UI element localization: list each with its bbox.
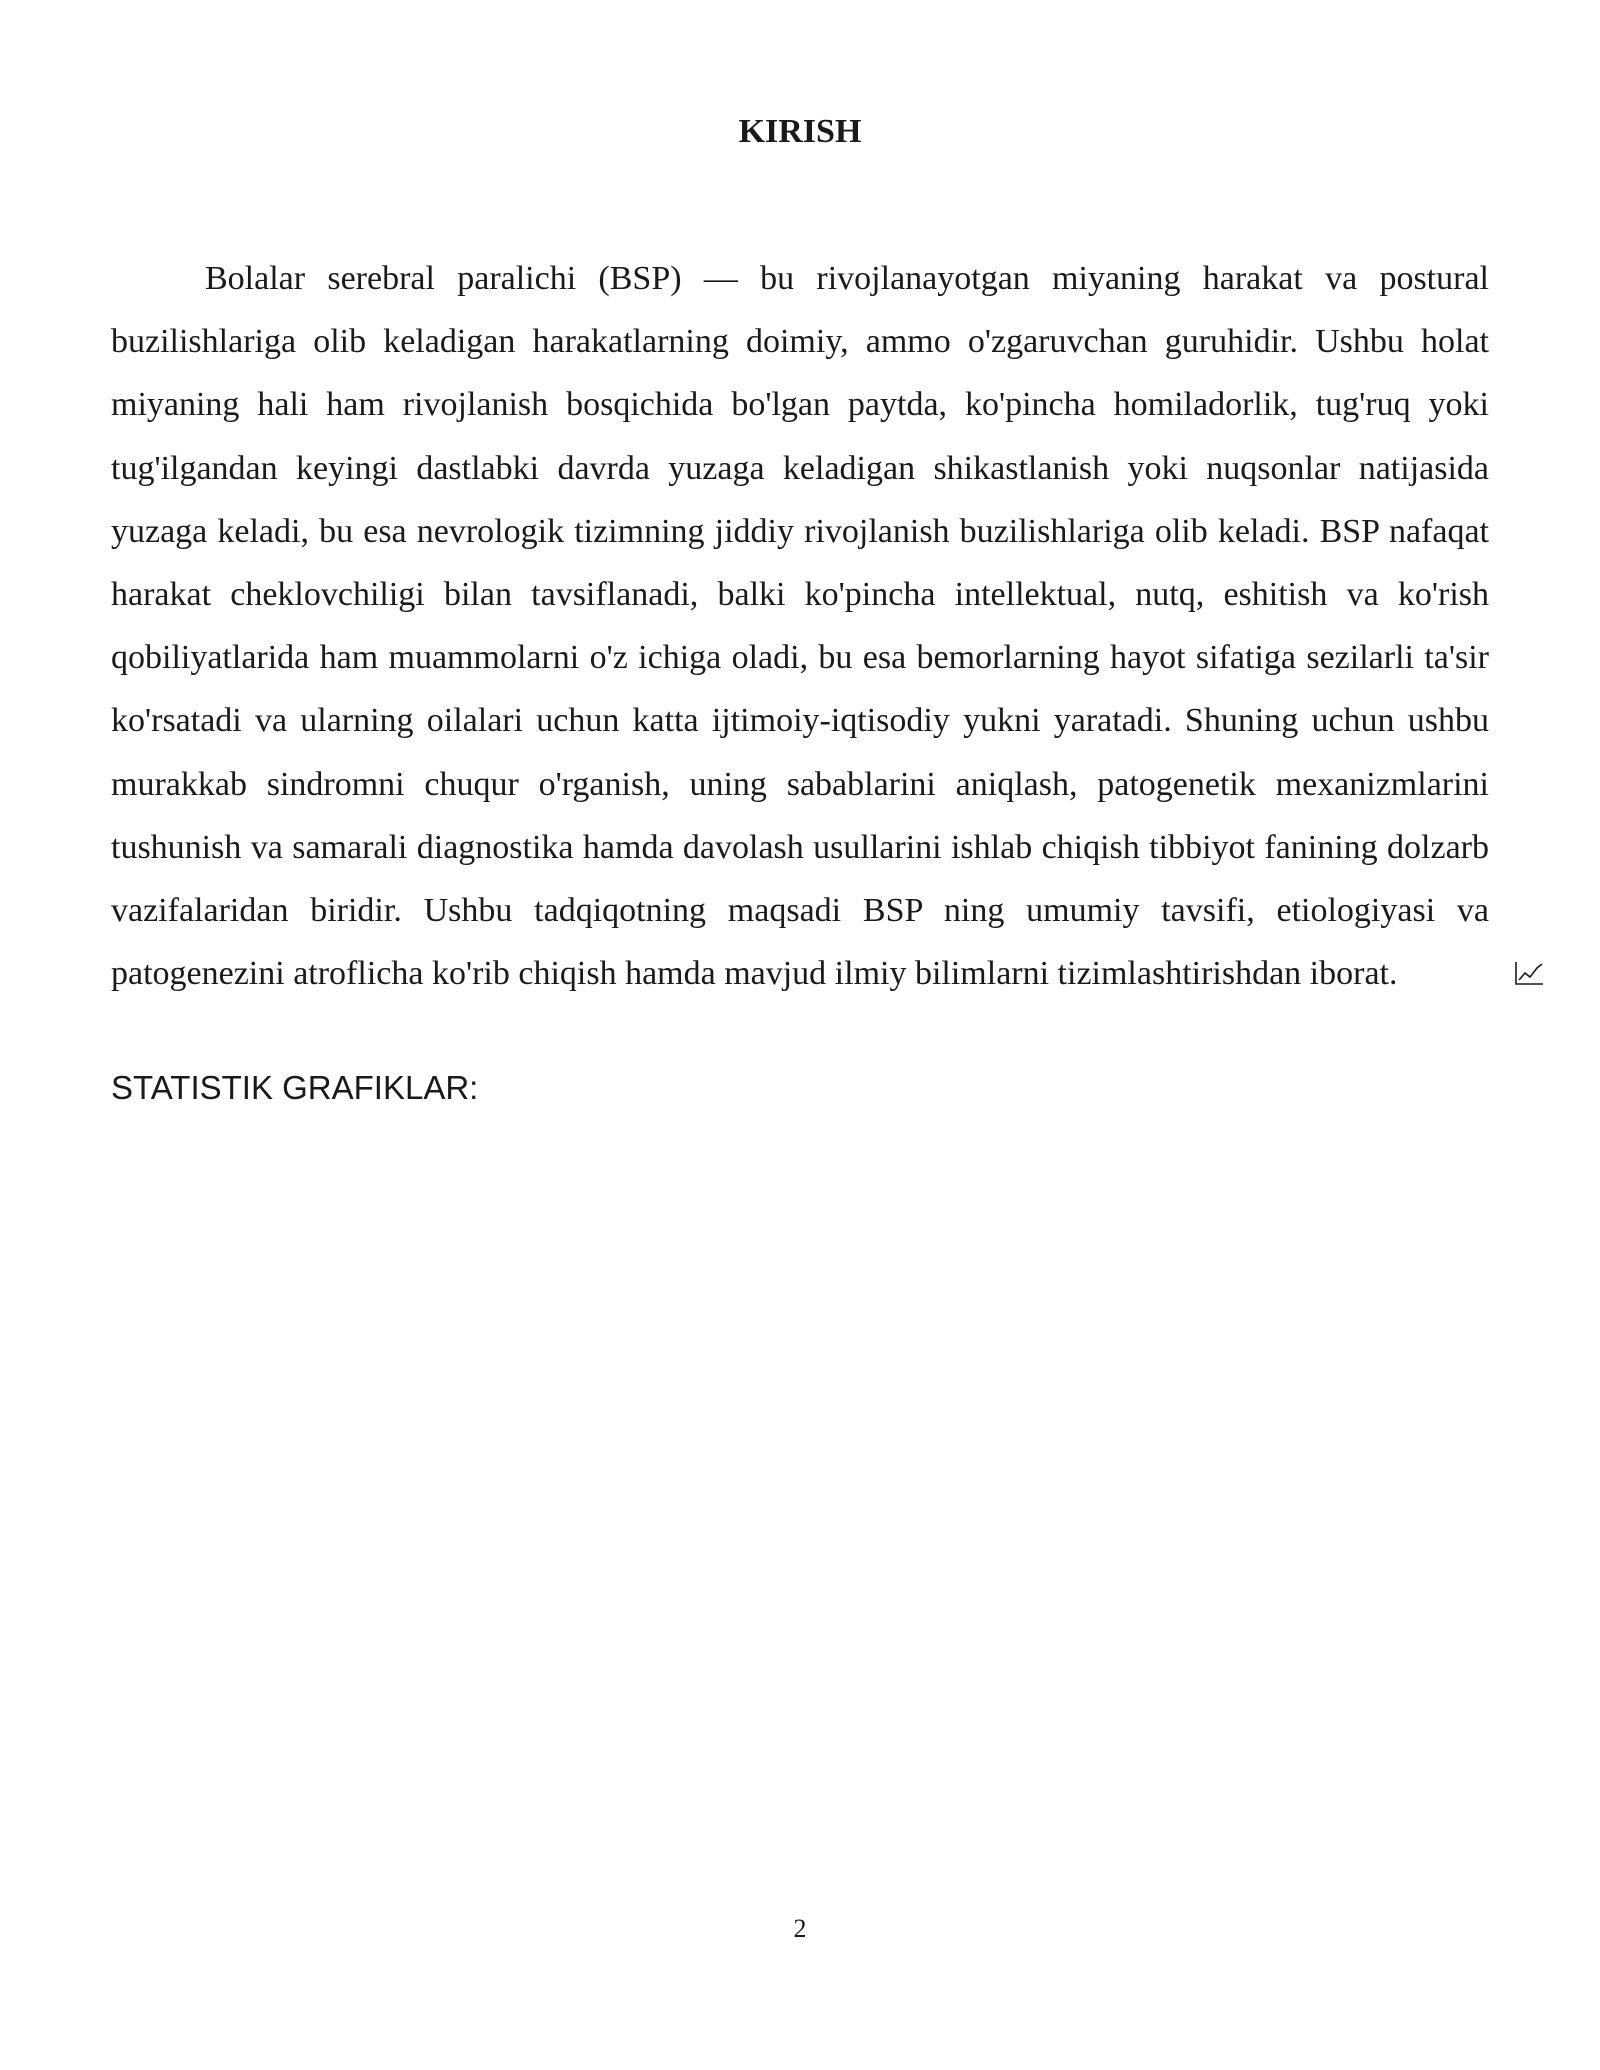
intro-paragraph	[111, 247, 1489, 1005]
chart-increasing-icon	[1420, 944, 1450, 970]
page-title: KIRISH	[738, 113, 862, 150]
section-heading-statistics: STATISTIK GRAFIKLAR:	[111, 1069, 479, 1106]
page-number: 2	[793, 1914, 807, 1943]
intro-paragraph-text: Bolalar serebral paralichi (BSP) — bu rivojlanayotgan miyaning harakat va postural buzilishlariga olib keladigan harakatlarning doimiy, ammo o'zgaruvchan guruhidir. Ushbu holat miyaning hali ham rivojlanish bosqichida bo'lgan paytda, ko'pincha homiladorlik, tug'ruq yoki tug'ilgandan keyingi dastlabki davrda yuzaga keladigan shikastlanish yoki nuqsonlar natijasida yuzaga keladi, bu esa nevrologik tizimning jiddiy rivojlanish buzilishlariga olib keladi. BSP nafaqat harakat cheklovchiligi bilan tavsiflanadi, balki ko'pincha intellektual, nutq, eshitish va ko'rish qobiliyatlarida ham muammolarni o'z ichiga oladi, bu esa bemorlarning hayot sifatiga sezilarli ta'sir ko'rsatadi va ularning oilalari uchun katta ijtimoiy-iqtisodiy yukni yaratadi. Shuning uchun ushbu murakkab sindromni chuqur o'rganish, uning sabablarini aniqlash, patogenetik mexanizmlarini tushunish va samarali diagnostika hamda davolash usullarini ishlab chiqish tibbiyot fanining dolzarb vazifalaridan biridir. Ushbu tadqiqotning maqsadi BSP ning umumiy tavsifi, etiologiyasi va patogenezini atroflicha ko'rib chiqish hamda mavjud ilmiy bilimlarni tizimlashtirishdan iborat.	[111, 260, 1489, 993]
